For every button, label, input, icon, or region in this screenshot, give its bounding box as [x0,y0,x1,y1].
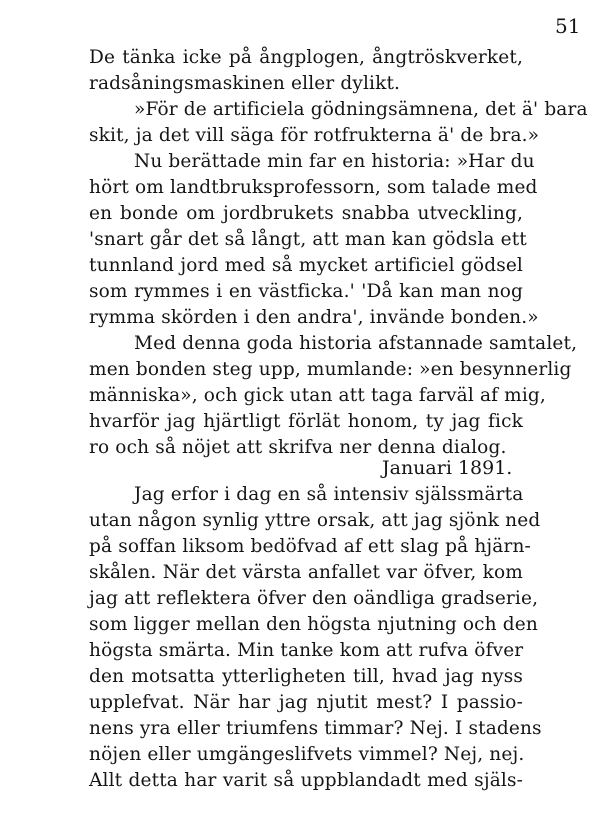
entry-date: Januari 1891. [382,457,513,479]
text-line: skit, ja det vill säga för rotfrukterna ä' de bra.» [89,125,540,146]
text-line: som rymmes i en västficka.' 'Då kan man nog [89,281,523,302]
text-line: Jag erfor i dag en så intensiv själssmärta [134,484,524,505]
text-line: högsta smärta. Min tanke kom att rufva öfver [89,640,524,661]
text-line: skålen. När det värsta anfallet var öfver, kom [89,562,523,583]
text-line: jag att reflektera öfver den oändliga gradserie, [89,588,539,609]
text-line: hört om landtbruksprofessorn, som talade med [89,177,538,198]
text-line: den motsatta ytterligheten till, hvad jag nyss [89,666,523,687]
text-line: Med denna goda historia afstannade samtalet, [134,333,578,354]
text-line: en bonde om jordbrukets snabba utveckling, [89,203,523,224]
text-line: Allt detta har varit så uppblandadt med själs- [89,770,523,791]
text-line: rymma skörden i den andra', invände bonden.» [89,307,539,328]
text-line: De tänka icke på ångplogen, ångtröskverket, [89,47,523,68]
text-line: ro och så nöjet att skrifva ner denna dialog. [89,437,507,458]
text-line: 'snart går det så långt, att man kan gödsla ett [89,229,527,250]
page-number: 51 [555,14,581,38]
text-line: människa», och gick utan att taga farväl af mig, [89,385,546,406]
text-line: som ligger mellan den högsta njutning och den [89,614,538,635]
text-line: hvarför jag hjärtligt förlät honom, ty jag fick [89,411,523,432]
text-line: nens yra eller triumfens timmar? Nej. I stadens [89,718,542,739]
text-line: utan någon synlig yttre orsak, att jag sjönk ned [89,510,541,531]
text-line: upplefvat. När har jag njutit mest? I passio- [89,692,523,713]
text-line: »För de artificiela gödningsämnena, det ä' bara [134,99,588,120]
text-line: tunnland jord med så mycket artificiel gödsel [89,255,523,276]
text-line: men bonden steg upp, mumlande: »en besynnerlig [89,359,572,380]
text-line: radsåningsmaskinen eller dylikt. [89,73,401,94]
text-line: på soffan liksom bedöfvad af ett slag på hjärn- [89,536,531,557]
text-line: nöjen eller umgängeslifvets vimmel? Nej, nej. [89,744,525,765]
text-line: Nu berättade min far en historia: »Har du [134,151,535,172]
